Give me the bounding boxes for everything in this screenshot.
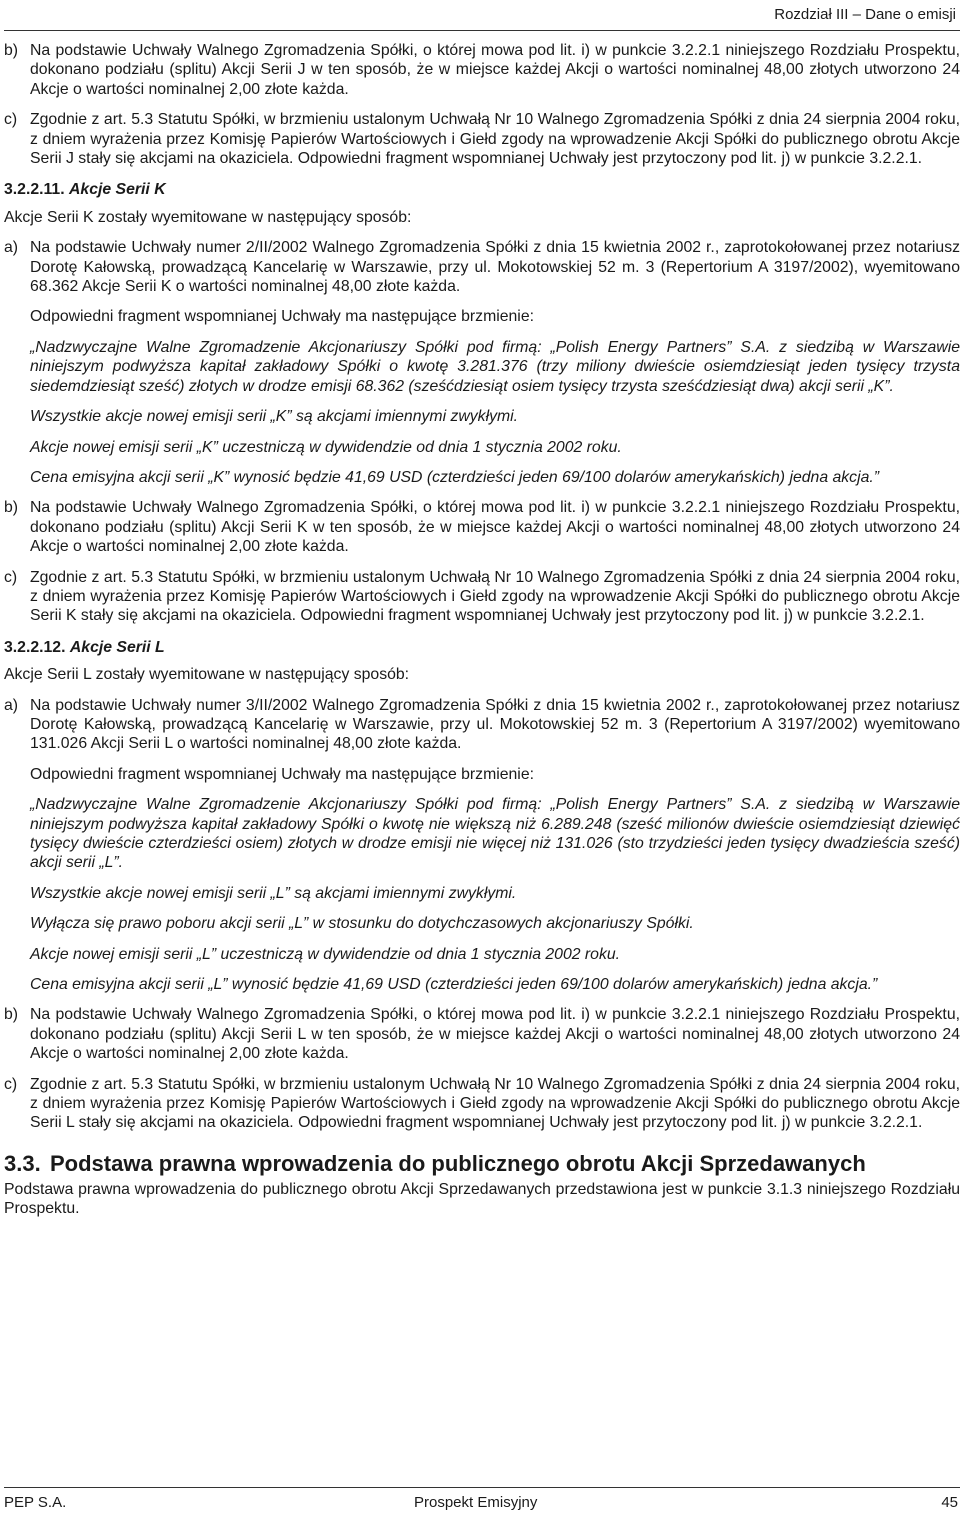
section-number: 3.3.	[4, 1150, 41, 1176]
paragraph: Akcje Serii L zostały wyemitowane w następujący sposób:	[4, 666, 410, 684]
quoted-resolution-text: „Nadzwyczajne Walne Zgromadzenie Akcjonariuszy Spółki pod firmą: „Polish Energy Partners” S.A. z siedzibą w Warszawie niniejszym podwyższa kapitał zakładowy Spółki o kwotę nie większą niż 6.289.248 (sześć milionów dwieście osiemdziesiąt dziewięć tysięcy dwieście czterdzieści osiem) złotych w drodze emisji nie więcej niż 131.026 (sto trzydzieści jeden tysięcy dwadzieścia sześć) akcji serii „L”.	[30, 796, 960, 872]
list-item-text: Zgodnie z art. 5.3 Statutu Spółki, w brzmieniu ustalonym Uchwałą Nr 10 Walnego Zgromadzenia Spółki z dnia 24 sierpnia 2004 roku, z dniem wyrażenia przez Komisję Papierów Wartościowych i Giełd zgody na wprowadzenie Akcji Spółki do publicznego obrotu Akcje Serii K stały się akcjami na okaziciela. Odpowiedni fragment wspomnianej Uchwały jest przytoczony pod lit. j) w punkcie 3.2.2.1.	[30, 568, 960, 625]
list-item-label: b)	[4, 1006, 19, 1024]
list-item	[4, 110, 960, 168]
list-item-text: Na podstawie Uchwały numer 3/II/2002 Walnego Zgromadzenia Spółki z dnia 15 kwietnia 2002 r., zaprotokołowanej przez notariusz Dorotę Kałowską, prowadzącą Kancelarię w Warszawie, przy ul. Mokotowskiej 52 m. 3 (Repertorium A 3197/2002) wyemitowano 131.026 Akcji Serii L o wartości nominalnej 48,00 złote każda.	[30, 696, 960, 753]
subsection-heading	[4, 638, 960, 657]
subsection-title: Akcje Serii L	[69, 638, 165, 656]
list-item-text: Na podstawie Uchwały Walnego Zgromadzenia Spółki, o której mowa pod lit. i) w punkcie 3.2.2.1 niniejszego Rozdziału Prospektu, dokonano podziału (splitu) Akcji Serii K w ten sposób, że w miejsce każdej Akcji o wartości nominalnej 48,00 złotych utworzono 24 Akcje o wartości nominalnej 2,00 złote każda.	[30, 499, 960, 556]
paragraph: Podstawa prawna wprowadzenia do publicznego obrotu Akcji Sprzedawanych przedstawiona jest w punkcie 3.1.3 niniejszego Rozdziału Prospektu.	[4, 1180, 960, 1218]
list-item-text: Zgodnie z art. 5.3 Statutu Spółki, w brzmieniu ustalonym Uchwałą Nr 10 Walnego Zgromadzenia Spółki z dnia 24 sierpnia 2004 roku, z dniem wyrażenia przez Komisję Papierów Wartościowych i Giełd zgody na wprowadzenie Akcji Spółki do publicznego obrotu Akcje Serii L stały się akcjami na okaziciela. Odpowiedni fragment wspomnianej Uchwały jest przytoczony pod lit. j) w punkcie 3.2.2.1.	[30, 1075, 960, 1132]
list-item	[4, 696, 960, 754]
list-item-label: a)	[4, 696, 19, 714]
list-item-label: b)	[4, 42, 19, 59]
subsection-title: Akcje Serii K	[69, 181, 166, 199]
paragraph: Akcje Serii K zostały wyemitowane w następujący sposób:	[4, 208, 412, 226]
quoted-resolution-text: Akcje nowej emisji serii „K” uczestniczą w dywidendzie od dnia 1 stycznia 2002 roku.	[30, 438, 622, 456]
paragraph: Odpowiedni fragment wspomnianej Uchwały ma następujące brzmienie:	[30, 765, 534, 783]
list-item	[4, 1005, 960, 1063]
subsection-number: 3.2.2.11.	[4, 181, 65, 199]
list-item	[4, 238, 960, 296]
list-item	[4, 568, 960, 626]
footer-document-title: Prospekt Emisyjny	[414, 1494, 538, 1511]
running-header: Rozdział III – Dane o emisji	[774, 6, 956, 23]
footer-company: PEP S.A.	[4, 1494, 67, 1511]
list-item-text: Zgodnie z art. 5.3 Statutu Spółki, w brzmieniu ustalonym Uchwałą Nr 10 Walnego Zgromadzenia Spółki z dnia 24 sierpnia 2004 roku, z dniem wyrażenia przez Komisję Papierów Wartościowych i Giełd zgody na wprowadzenie Akcji Spółki do publicznego obrotu Akcje Serii J stały się akcjami na okaziciela. Odpowiedni fragment wspomnianej Uchwały jest przytoczony pod lit. j) w punkcie 3.2.2.1.	[30, 111, 960, 168]
list-item	[4, 498, 960, 556]
quoted-resolution-text: Wszystkie akcje nowej emisji serii „L” są akcjami imiennymi zwykłymi.	[30, 884, 517, 902]
quoted-resolution-text: Cena emisyjna akcji serii „L” wynosić będzie 41,69 USD (czterdzieści jeden 69/100 dolarów amerykańskich) jedna akcja.”	[30, 976, 878, 994]
list-item-text: Na podstawie Uchwały Walnego Zgromadzenia Spółki, o której mowa pod lit. i) w punkcie 3.2.2.1 niniejszego Rozdziału Prospektu, dokonano podziału (splitu) Akcji Serii J w ten sposób, że w miejsce każdej Akcji o wartości nominalnej 48,00 złotych utworzono 24 Akcje o wartości nominalnej 2,00 złote każda.	[30, 42, 960, 98]
list-item-label: c)	[4, 111, 18, 129]
list-item-label: c)	[4, 1075, 18, 1093]
footer-divider	[4, 1487, 960, 1488]
subsection-number: 3.2.2.12.	[4, 638, 66, 656]
quoted-resolution-text: Akcje nowej emisji serii „L” uczestniczą w dywidendzie od dnia 1 stycznia 2002 roku.	[30, 945, 621, 963]
paragraph: Odpowiedni fragment wspomnianej Uchwały ma następujące brzmienie:	[30, 308, 534, 326]
quoted-resolution-text: Wszystkie akcje nowej emisji serii „K” są akcjami imiennymi zwykłymi.	[30, 408, 519, 426]
header-divider	[4, 30, 960, 31]
document-body	[4, 41, 960, 1230]
quoted-resolution-text: Cena emisyjna akcji serii „K” wynosić będzie 41,69 USD (czterdzieści jeden 69/100 dolarów amerykańskich) jedna akcja.”	[30, 468, 880, 486]
list-item	[4, 1075, 960, 1133]
list-item-label: c)	[4, 568, 18, 586]
section-heading	[4, 1151, 960, 1176]
list-item-text: Na podstawie Uchwały Walnego Zgromadzenia Spółki, o której mowa pod lit. i) w punkcie 3.2.2.1 niniejszego Rozdziału Prospektu, dokonano podziału (splitu) Akcji Serii L w ten sposób, że w miejsce każdej Akcji o wartości nominalnej 48,00 złotych utworzono 24 Akcje o wartości nominalnej 2,00 złote każda.	[30, 1006, 960, 1063]
quoted-resolution-text: „Nadzwyczajne Walne Zgromadzenie Akcjonariuszy Spółki pod firmą: „Polish Energy Partners” S.A. z siedzibą w Warszawie niniejszym podwyższa kapitał zakładowy Spółki o kwotę 3.281.376 (trzy miliony dwieście osiemdziesiąt jeden tysięcy trzysta siedemdziesiąt sześć) złotych w drodze emisji 68.362 (sześćdziesiąt osiem tysięcy trzysta sześćdziesiąt dwa) akcji serii „K”.	[30, 338, 960, 395]
subsection-heading	[4, 180, 960, 199]
list-item-label: b)	[4, 499, 19, 517]
section-title: Podstawa prawna wprowadzenia do publicznego obrotu Akcji Sprzedawanych	[50, 1150, 866, 1176]
list-item-label: a)	[4, 239, 19, 257]
list-item	[4, 41, 960, 99]
list-item-text: Na podstawie Uchwały numer 2/II/2002 Walnego Zgromadzenia Spółki z dnia 15 kwietnia 2002 r., zaprotokołowanej przez notariusz Dorotę Kałowską, prowadzącą Kancelarię w Warszawie, przy ul. Mokotowskiej 52 m. 3 (Repertorium A 3197/2002), wyemitowano 68.362 Akcje Serii K o wartości nominalnej 48,00 złote każda.	[30, 239, 960, 296]
quoted-resolution-text: Wyłącza się prawo poboru akcji serii „L” w stosunku do dotychczasowych akcjonariuszy Spółki.	[30, 915, 694, 933]
page-number: 45	[941, 1494, 958, 1511]
